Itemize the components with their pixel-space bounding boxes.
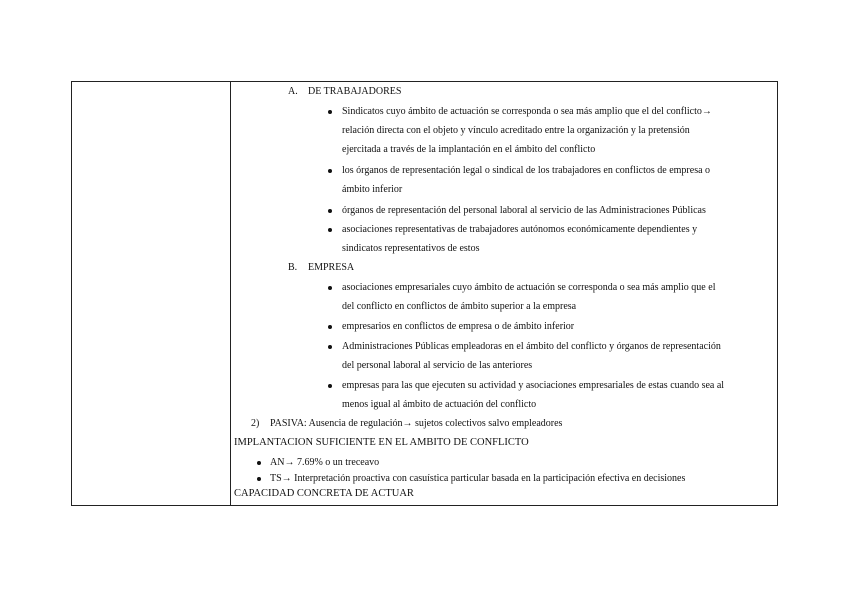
list-item-line: órganos de representación del personal laboral al servicio de las Administraciones Públicas — [342, 205, 706, 216]
list-item-line: empresarios en conflictos de empresa o de ámbito inferior — [342, 321, 575, 332]
column-divider — [230, 82, 231, 505]
capacidad-heading: CAPACIDAD CONCRETA DE ACTUAR — [234, 488, 414, 499]
section-a-marker: A. — [288, 86, 298, 97]
bullet-icon — [328, 325, 332, 329]
implantacion-heading: IMPLANTACION SUFICIENTE EN EL AMBITO DE CONFLICTO — [234, 437, 529, 448]
section-b-marker: B. — [288, 262, 298, 273]
bullet-icon — [328, 209, 332, 213]
list-item-line: asociaciones representativas de trabajadores autónomos económicamente dependientes y — [342, 224, 698, 235]
list-item-line: empresas para las que ejecuten su actividad y asociaciones empresariales de estas cuando sea al — [342, 380, 725, 391]
document-table — [71, 81, 778, 506]
list-item-line: relación directa con el objeto y vínculo acreditado entre la organización y la pretensión — [342, 125, 690, 136]
bullet-icon — [328, 228, 332, 232]
bullet-icon — [328, 384, 332, 388]
list-item-line: menos igual al ámbito de actuación del conflicto — [342, 399, 537, 410]
bullet-icon — [328, 345, 332, 349]
list-item-line: Administraciones Públicas empleadoras en el ámbito del conflicto y órganos de representación — [342, 341, 721, 352]
section-a-title: DE TRABAJADORES — [308, 86, 402, 97]
section-b-title: EMPRESA — [308, 262, 355, 273]
pasiva-text: PASIVA: Ausencia de regulación→ sujetos colectivos salvo empleadores — [270, 418, 563, 429]
list-item-line: sindicatos representativos de estos — [342, 243, 480, 254]
pasiva-marker: 2) — [251, 418, 260, 429]
list-item-line: del personal laboral al servicio de las anteriores — [342, 360, 533, 371]
list-item-line: asociaciones empresariales cuyo ámbito de actuación se corresponda o sea más amplio que el — [342, 282, 716, 293]
list-item-line: Sindicatos cuyo ámbito de actuación se corresponda o sea más amplio que el del conflicto→ — [342, 106, 712, 117]
bullet-icon — [257, 477, 261, 481]
list-item-line: AN→ 7.69% o un treceavo — [270, 457, 380, 468]
list-item-line: ámbito inferior — [342, 184, 403, 195]
list-item-line: del conflicto en conflictos de ámbito superior a la empresa — [342, 301, 577, 312]
bullet-icon — [257, 461, 261, 465]
list-item-line: TS→ Interpretación proactiva con casuística particular basada en la participación efectiva en decisiones — [270, 473, 686, 484]
bullet-icon — [328, 169, 332, 173]
bullet-icon — [328, 286, 332, 290]
bullet-icon — [328, 110, 332, 114]
list-item-line: ejercitada a través de la implantación en el ámbito del conflicto — [342, 144, 596, 155]
list-item-line: los órganos de representación legal o sindical de los trabajadores en conflictos de empresa o — [342, 165, 711, 176]
